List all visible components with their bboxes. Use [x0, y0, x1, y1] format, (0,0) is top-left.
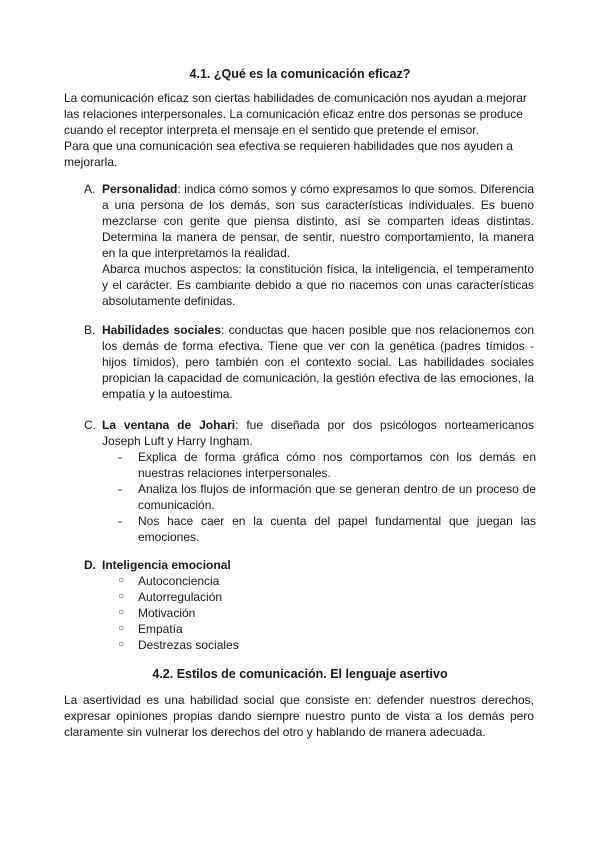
- intro-paragraph: [64, 90, 534, 170]
- johari-bullet-list: [118, 449, 536, 545]
- intro-text: La comunicación eficaz son ciertas habilidades de comunicación nos ayudan a mejorar las relaciones interpersonales. La comunicación eficaz entre dos personas se produce cuando el receptor interpreta el mensaje en el sentido que pretende el emisor.: [64, 91, 527, 137]
- list-item-johari: [86, 417, 534, 449]
- circle-bullet-icon: ○: [118, 575, 125, 586]
- list-item: - Nos hace caer en la cuenta del papel fundamental que juegan las emociones.: [118, 514, 536, 544]
- intro-text-2: Para que una comunicación sea efectiva se requieren habilidades que nos ayuden a mejorarla.: [64, 139, 513, 169]
- list-item: ○ Empatía: [118, 622, 183, 636]
- circle-bullet-icon: ○: [118, 591, 125, 602]
- personalidad-text: : indica cómo somos y cómo expresamos lo que somos. Diferencia a una persona de los demás, son sus características individuales. Es bueno mezclarse con gente que piensa distinto, así se comparten ideas distintas. Determina la manera de pensar, de sentir, nuestro comportamiento, la manera en la que interpretamos la realidad.: [102, 182, 534, 260]
- list-item: - Analiza los flujos de información que se generan dentro de un proceso de comunicación.: [118, 482, 536, 512]
- list-marker: A.: [84, 182, 96, 196]
- inteligencia-bullet-list: [118, 573, 418, 653]
- list-marker: C.: [84, 418, 96, 432]
- term-personalidad: Personalidad: [102, 182, 178, 196]
- list-item: ○ Destrezas sociales: [118, 638, 239, 652]
- section-2-title: 4.2. Estilos de comunicación. El lenguaje asertivo: [152, 667, 448, 681]
- dash-marker: -: [118, 482, 122, 496]
- list-item: ○ Autoconciencia: [118, 574, 220, 588]
- circle-bullet-icon: ○: [118, 607, 125, 618]
- term-inteligencia: Inteligencia emocional: [102, 558, 231, 572]
- term-johari: La ventana de Johari: [102, 418, 236, 432]
- asertividad-paragraph: La asertividad es una habilidad social que consiste en: defender nuestros derechos, expresar opiniones propias dando siempre nuestro punto de vista a los demás pero claramente sin vulnerar los derechos del otro y hablando de manera adecuada.: [64, 693, 534, 739]
- list-item-habilidades: [86, 322, 534, 402]
- list-item: ○ Motivación: [118, 606, 196, 620]
- dash-marker: -: [118, 514, 122, 528]
- list-item: - Explica de forma gráfica cómo nos comportamos con los demás en nuestras relaciones interpersonales.: [118, 450, 536, 480]
- section-1-title: 4.1. ¿Qué es la comunicación eficaz?: [189, 67, 411, 81]
- list-item-inteligencia: [86, 557, 534, 573]
- term-habilidades: Habilidades sociales: [102, 323, 221, 337]
- list-item: ○ Autorregulación: [118, 590, 223, 604]
- habilidades-text: : conductas que hacen posible que nos relacionemos con los demás de forma efectiva. Tiene que ver con la genética (padres tímidos - hijos tímidos), pero también con el contexto social. Las habilidades sociales propician la capacidad de comunicación, la gestión efectiva de las emociones, la empatía y la autoestima.: [102, 323, 534, 401]
- circle-bullet-icon: ○: [118, 639, 125, 650]
- personalidad-text-2: Abarca muchos aspectos: la constitución física, la inteligencia, el temperamento y el carácter. Es cambiante debido a que no nacemos con unas características absolutamente definidas.: [102, 262, 534, 308]
- list-marker: D.: [84, 558, 96, 572]
- johari-text: : fue diseñada por dos psicólogos norteamericanos Joseph Luft y Harry Ingham.: [102, 418, 535, 448]
- list-item-personalidad: [86, 181, 534, 309]
- dash-marker: -: [118, 450, 122, 464]
- circle-bullet-icon: ○: [118, 623, 125, 634]
- list-marker: B.: [84, 323, 96, 337]
